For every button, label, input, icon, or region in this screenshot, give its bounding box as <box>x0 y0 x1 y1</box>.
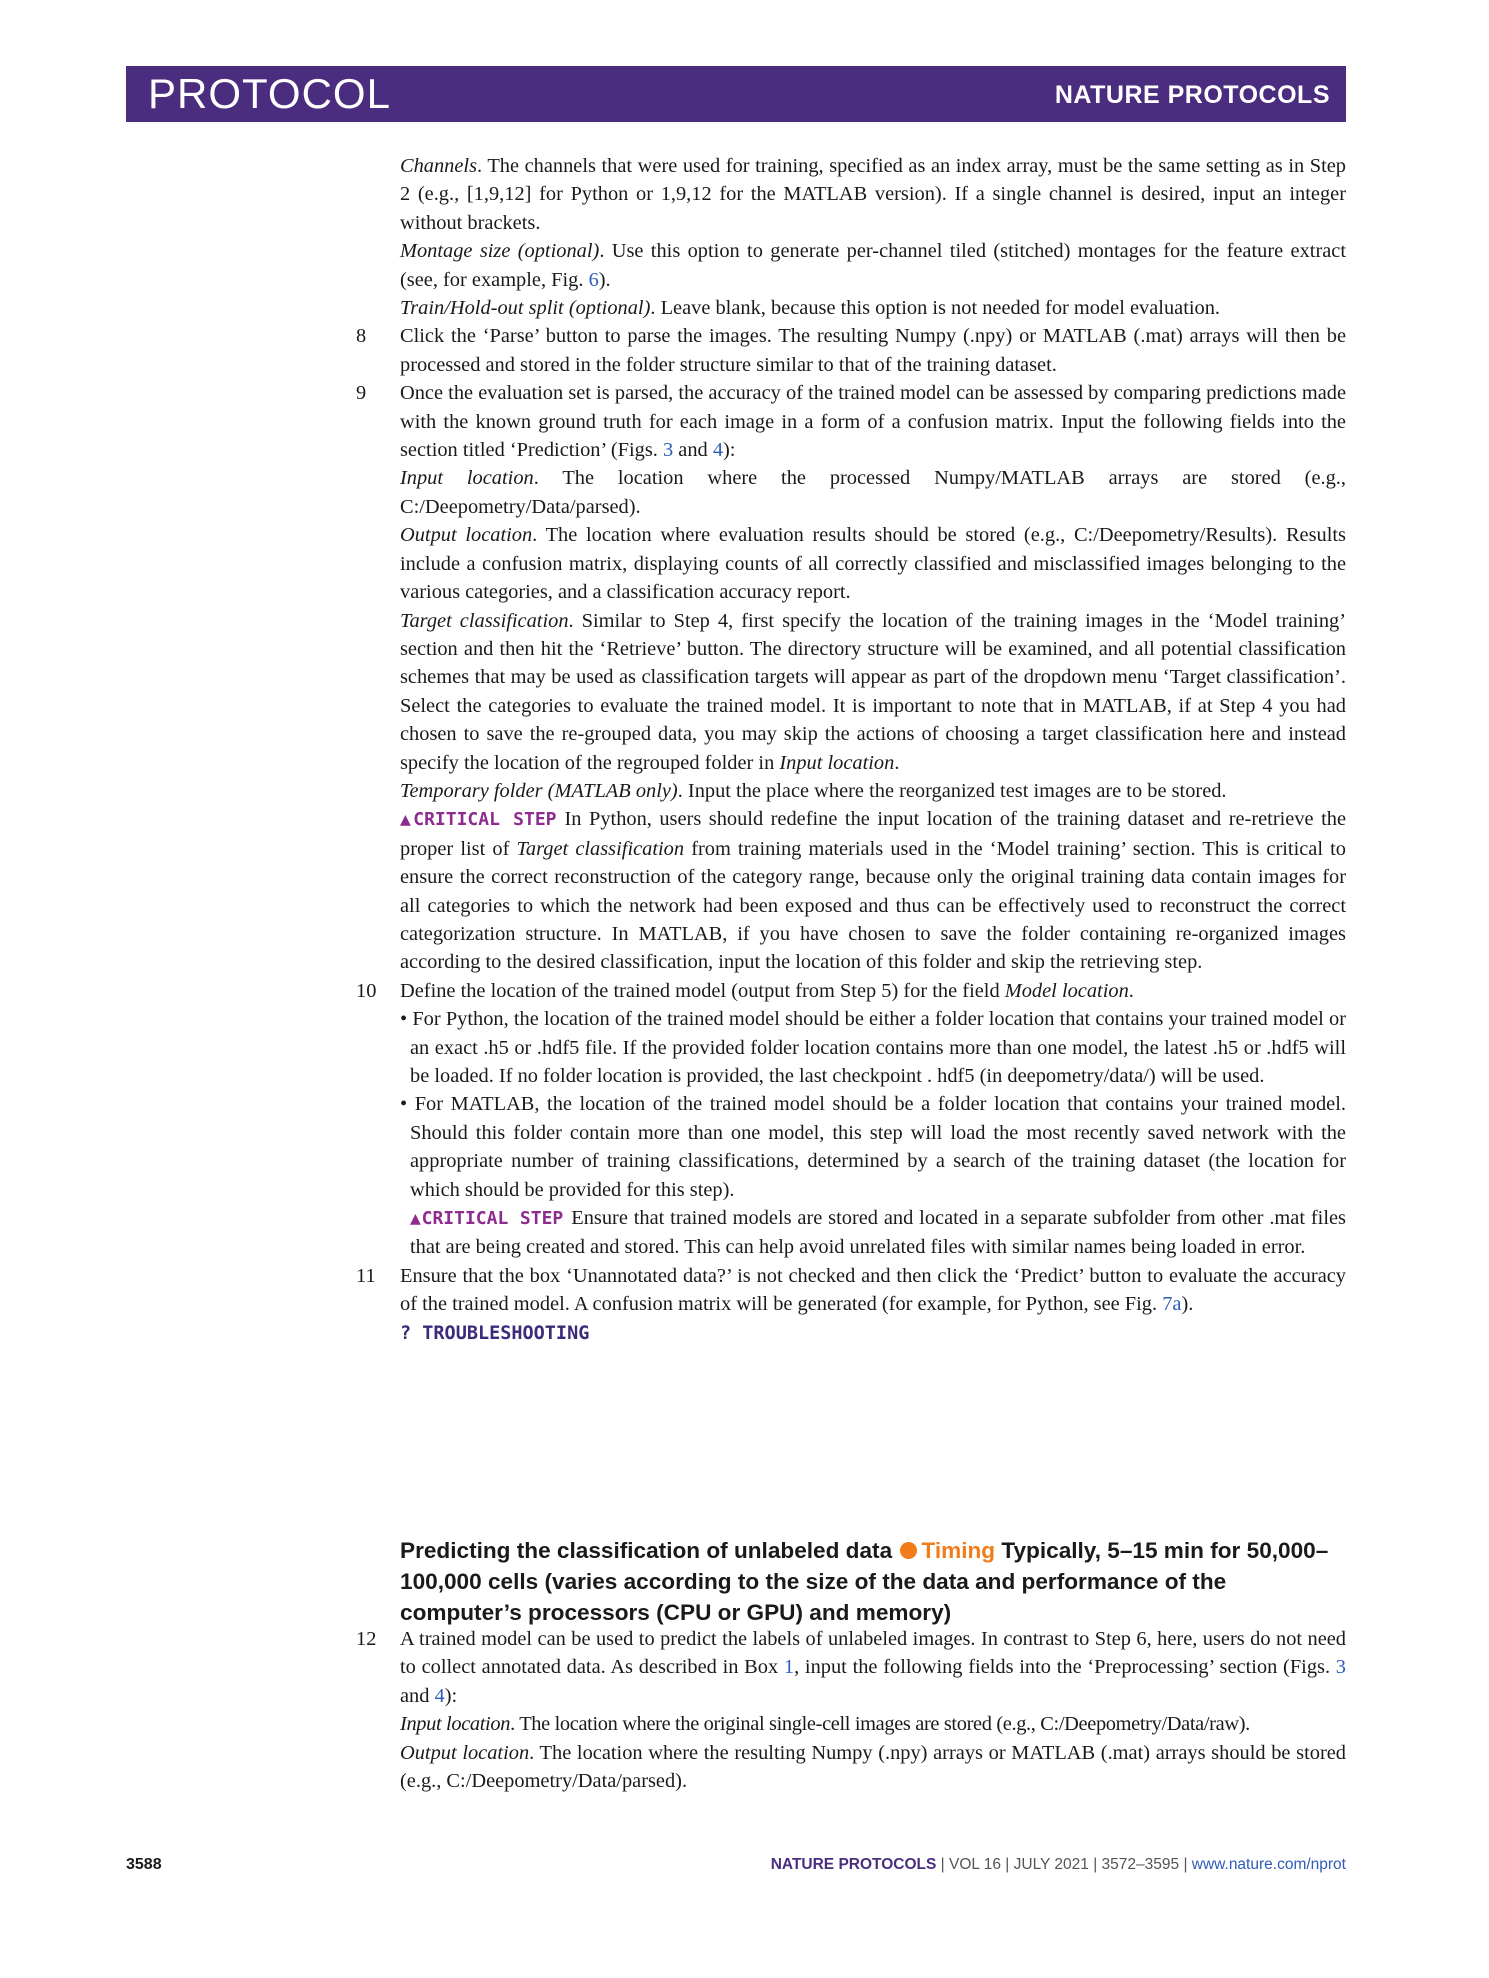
section-timing-text: Typically, 5–15 min for 50,000–100,000 cells (varies according to the size of the data and performance of the computer’s processors (CPU or GPU) and memory) <box>400 1538 1329 1625</box>
fig-4-link[interactable]: 4 <box>712 439 724 462</box>
step-10 <box>356 977 1346 1262</box>
fig-3-link[interactable]: 3 <box>662 439 674 462</box>
split-label: Train/Hold-out split (optional) <box>400 297 651 320</box>
bullet-python: • For Python, the location of the trained model should be either a folder location that contains your trained model or an exact .h5 or .hdf5 file. If the provided folder location contains more than one model, the latest .h5 or .hdf5 will be loaded. If no folder location is provided, the last checkpoint . hdf5 (in deepometry/data/) will be used. <box>400 1008 1346 1087</box>
box-1-link[interactable]: 1 <box>783 1656 795 1679</box>
step-12-output-paragraph <box>400 1739 1346 1796</box>
target-input-location: Input location <box>779 751 895 774</box>
channels-paragraph <box>400 152 1346 237</box>
step-number: 12 <box>356 1628 377 1650</box>
bullet-matlab: • For MATLAB, the location of the trained model should be a folder location that contains your trained model. Should this folder contain more than one model, this step will load the most recently saved network with the appropriate number of training classifications, determined by a search of the training dataset (the location for which should be provided for this step). <box>400 1093 1346 1201</box>
step-8 <box>356 322 1346 379</box>
step-9-text <box>400 379 1346 464</box>
footer-separator: | <box>936 1856 949 1873</box>
target-classification-text: . Similar to Step 4, first specify the location of the training images in the ‘Model training’ section and then hit the ‘Retrieve’ button. The directory structure will be examined, and all potential classification schemes that may be used as classification targets will appear as part of the dropdown menu ‘Target classification’. Select the categories to evaluate the trained model. It is important to note that in MATLAB, if at Step 4 you had chosen to save the re-grouped data, you may skip the actions of choosing a target classification here and instead specify the location of the regrouped folder in <box>400 609 1346 774</box>
channels-text: . The channels that were used for training, specified as an index array, must be the same setting as in Step 2 (e.g., [1,9,12] for Python or 1,9,12 for the MATLAB version). If a single channel is desired, input an integer without brackets. <box>400 155 1346 234</box>
step-12-text-b: , input the following fields into the ‘Preprocessing’ section (Figs. <box>794 1656 1336 1679</box>
step-number: 8 <box>356 325 367 348</box>
critical-step-2 <box>400 1204 1346 1262</box>
section-heading <box>400 1535 1346 1628</box>
step-12-text-c: ): <box>444 1684 458 1707</box>
footer-separator: | <box>1088 1856 1102 1873</box>
critical-step-text: Ensure that trained models are stored and located in a separate subfolder from other .mat files that are being created and stored. This can help avoid unrelated files with similar names being loaded in error. <box>410 1207 1346 1259</box>
input-location-label: Input location <box>400 1713 511 1736</box>
critical-step-label: ▲CRITICAL STEP <box>400 809 557 831</box>
footer-url-link[interactable]: www.nature.com/nprot <box>1191 1856 1346 1873</box>
montage-paragraph <box>400 237 1346 294</box>
montage-text: . Use this option to generate per-channel tiled (stitched) montages for the feature extract (see, for example, Fig. <box>400 240 1346 291</box>
step-11-text-a: Ensure that the box ‘Unannotated data?’ is not checked and then click the ‘Predict’ button to evaluate the accuracy of the trained model. A confusion matrix will be generated (for example, for Python, see Fig. <box>400 1264 1346 1316</box>
output-location-text: . The location where evaluation results should be stored (e.g., C:/Deepometry/Results). Results include a confusion matrix, displaying counts of all correctly classified and misclassified images belonging to the various categories, and a classification accuracy report. <box>400 524 1346 604</box>
step-number: 10 <box>356 979 377 1002</box>
step-12-text-a: A trained model can be used to predict the labels of unlabeled images. In contrast to Step 6, here, users do not need to collect annotated data. As described in Box <box>400 1628 1346 1679</box>
step-12 <box>356 1625 1346 1795</box>
output-location-text: . The location where the resulting Numpy (.npy) arrays or MATLAB (.mat) arrays should be stored (e.g., C:/Deepometry/Data/parsed). <box>400 1741 1346 1793</box>
output-location-label: Output location <box>400 1741 530 1764</box>
critical-step-italic: Target classification <box>516 837 685 860</box>
and-text: and <box>673 439 713 462</box>
step-9 <box>356 379 1347 977</box>
channels-label: Channels <box>400 155 478 177</box>
input-location-paragraph <box>400 464 1346 521</box>
fig-4-link[interactable]: 4 <box>434 1684 445 1707</box>
and-text: and <box>400 1684 435 1707</box>
model-location-label: Model location <box>1004 979 1129 1002</box>
critical-step-text-end: from training materials used in the ‘Model training’ section. This is critical to ensure the correct reconstruction of the category range, because only the original training data contain images for all categories to which the network had been exposed and thus can be effectively used to reconstruct the correct categorization structure. In MATLAB, if you have chosen to save the folder containing re-organized images according to the desired classification, input the location of this folder and skip the retrieving step. <box>400 837 1346 974</box>
step-12-content <box>356 1625 1346 1795</box>
troubleshooting-paragraph <box>400 1319 1346 1348</box>
header-protocol-label: PROTOCOL <box>148 70 391 117</box>
step-11 <box>356 1262 1346 1348</box>
timing-label: Timing <box>921 1538 996 1563</box>
split-text: . Leave blank, because this option is not needed for model evaluation. <box>650 297 1221 320</box>
split-paragraph <box>400 294 1346 322</box>
footer-pages: 3572–3595 <box>1101 1856 1180 1873</box>
footer-date: JULY 2021 <box>1013 1856 1089 1873</box>
step-number: 11 <box>356 1264 376 1287</box>
step-12-text <box>400 1625 1346 1710</box>
input-location-text: . The location where the processed Numpy/MATLAB arrays are stored (e.g., C:/Deepometry/Data/parsed). <box>400 467 1347 518</box>
step-11-end: ). <box>1181 1293 1194 1316</box>
target-text-end: . <box>894 751 900 774</box>
input-location-label: Input location <box>400 467 534 490</box>
step-11-text <box>400 1262 1346 1319</box>
output-location-label: Output location <box>400 524 533 547</box>
footer-separator: | <box>1179 1856 1192 1873</box>
fig-6-link[interactable]: 6 <box>588 268 599 291</box>
step-10-text-a: Define the location of the trained model (output from Step 5) for the field <box>400 979 1005 1002</box>
temporary-folder-paragraph <box>400 777 1346 805</box>
target-classification-label: Target classification <box>400 609 569 632</box>
troubleshooting-link[interactable]: ? TROUBLESHOOTING <box>400 1322 590 1344</box>
step-9-text-b: ): <box>723 439 736 462</box>
footer-volume: VOL 16 <box>949 1856 1001 1873</box>
page-header <box>126 66 1346 122</box>
output-location-paragraph <box>400 521 1346 606</box>
montage-text-end: ). <box>598 268 611 291</box>
fig-3-link[interactable]: 3 <box>1335 1656 1346 1679</box>
page-number: 3588 <box>126 1856 162 1873</box>
footer-journal: NATURE PROTOCOLS <box>770 1856 937 1873</box>
temporary-folder-text: . Input the place where the reorganized test images are to be stored. <box>677 779 1227 802</box>
target-classification-paragraph <box>400 607 1346 777</box>
step-8-text: Click the ‘Parse’ button to parse the images. The resulting Numpy (.npy) or MATLAB (.mat) arrays will then be processed and stored in the folder structure similar to that of the training dataset. <box>400 325 1346 376</box>
temporary-folder-label: Temporary folder (MATLAB only) <box>400 779 678 802</box>
step-9-text-a: Once the evaluation set is parsed, the accuracy of the trained model can be assessed by comparing predictions made with the known ground truth for each image in a form of a confusion matrix. Input the following fields into the section titled ‘Prediction’ (Figs. <box>400 382 1346 462</box>
section-title: Predicting the classification of unlabeled data <box>400 1538 893 1563</box>
step-number: 9 <box>356 382 367 405</box>
timing-dot-icon <box>900 1542 917 1559</box>
critical-step-text: In Python, users should redefine the input location of the training dataset and re-retrieve the proper list of <box>400 808 1347 860</box>
footer-separator: | <box>1001 1856 1014 1873</box>
main-content <box>356 152 1347 1348</box>
critical-step-1 <box>400 805 1346 976</box>
header-journal-name: NATURE PROTOCOLS <box>1054 81 1330 109</box>
step-10-end: . <box>1128 979 1134 1002</box>
footer-citation <box>771 1856 1346 1874</box>
step-12-input-paragraph <box>400 1710 1346 1738</box>
montage-label: Montage size (optional) <box>400 240 600 263</box>
critical-step-label: ▲CRITICAL STEP <box>410 1208 564 1230</box>
input-location-text: . The location where the original single-cell images are stored (e.g., C:/Deepometry/Data/raw). <box>510 1713 1250 1736</box>
step-10-text <box>400 977 1346 1005</box>
fig-7a-link[interactable]: 7a <box>1162 1293 1182 1316</box>
